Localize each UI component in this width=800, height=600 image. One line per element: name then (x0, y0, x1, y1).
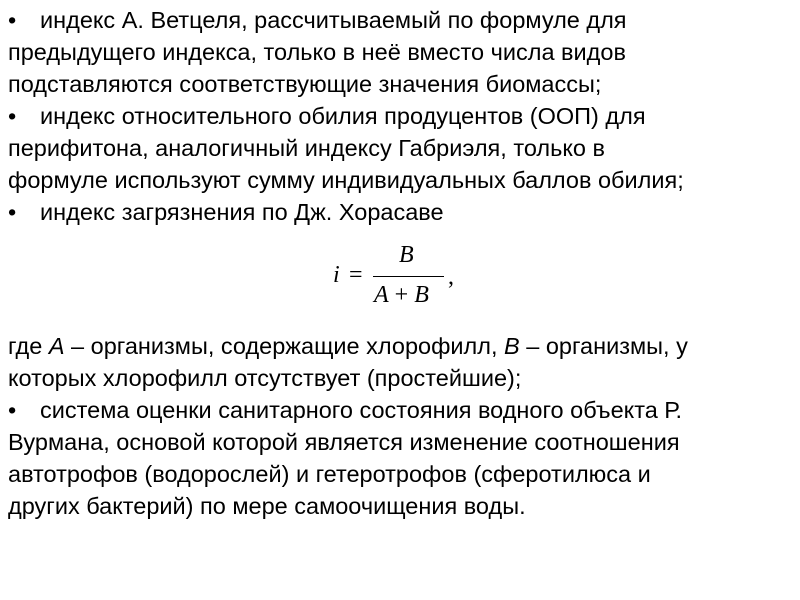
bullet: • (8, 7, 17, 33)
line-text: где (8, 333, 49, 359)
text-block-bottom (8, 330, 793, 522)
bullet: • (8, 397, 17, 423)
formula (333, 242, 473, 312)
line-text: автотрофов (водорослей) и гетеротрофов (сферотилюса и (8, 461, 651, 487)
line-text: индекс относительного обилия продуцентов (ООП) для (40, 103, 646, 129)
text-line (8, 458, 793, 490)
line-text: индекс загрязнения по Дж. Хорасаве (40, 199, 444, 225)
line-text: предыдущего индекса, только в неё вместо числа видов (8, 39, 626, 65)
formula-denominator (374, 282, 429, 309)
line-text: которых хлорофилл отсутствует (простейшие); (8, 365, 522, 391)
var-a: A (48, 333, 65, 359)
formula-plus: + (388, 282, 415, 308)
line-text: – организмы, содержащие хлорофилл, (64, 333, 505, 359)
text-line (8, 36, 793, 68)
text-line (8, 196, 793, 228)
line-text: индекс А. Ветцеля, рассчитываемый по формуле для (40, 7, 627, 33)
text-line (8, 132, 793, 164)
bullet: • (8, 103, 17, 129)
formula-var-a: A (374, 282, 389, 308)
formula-numerator: B (399, 242, 414, 268)
formula-comma: , (448, 264, 454, 290)
fraction-bar (373, 276, 444, 277)
text-line (8, 164, 793, 196)
line-text: Вурмана, основой которой является изменение соотношения (8, 429, 680, 455)
line-text: перифитона, аналогичный индексу Габриэля, только в (8, 135, 605, 161)
line-text: подставляются соответствующие значения биомассы; (8, 71, 602, 97)
text-line (8, 394, 793, 426)
var-b: B (504, 333, 520, 359)
line-text: других бактерий) по мере самоочищения воды. (8, 493, 526, 519)
bullet: • (8, 199, 17, 225)
text-line (8, 426, 793, 458)
formula-lhs: i (333, 262, 340, 288)
formula-equals: = (349, 262, 363, 288)
text-block-top (8, 4, 793, 228)
text-line (8, 490, 793, 522)
formula-var-b: B (414, 282, 429, 308)
line-text: – организмы, у (519, 333, 688, 359)
text-line (8, 68, 793, 100)
text-line (8, 4, 793, 36)
line-text: формуле используют сумму индивидуальных баллов обилия; (8, 167, 684, 193)
text-line (8, 100, 793, 132)
line-text: система оценки санитарного состояния водного объекта Р. (40, 397, 683, 423)
text-line (8, 362, 793, 394)
text-line (8, 330, 793, 362)
